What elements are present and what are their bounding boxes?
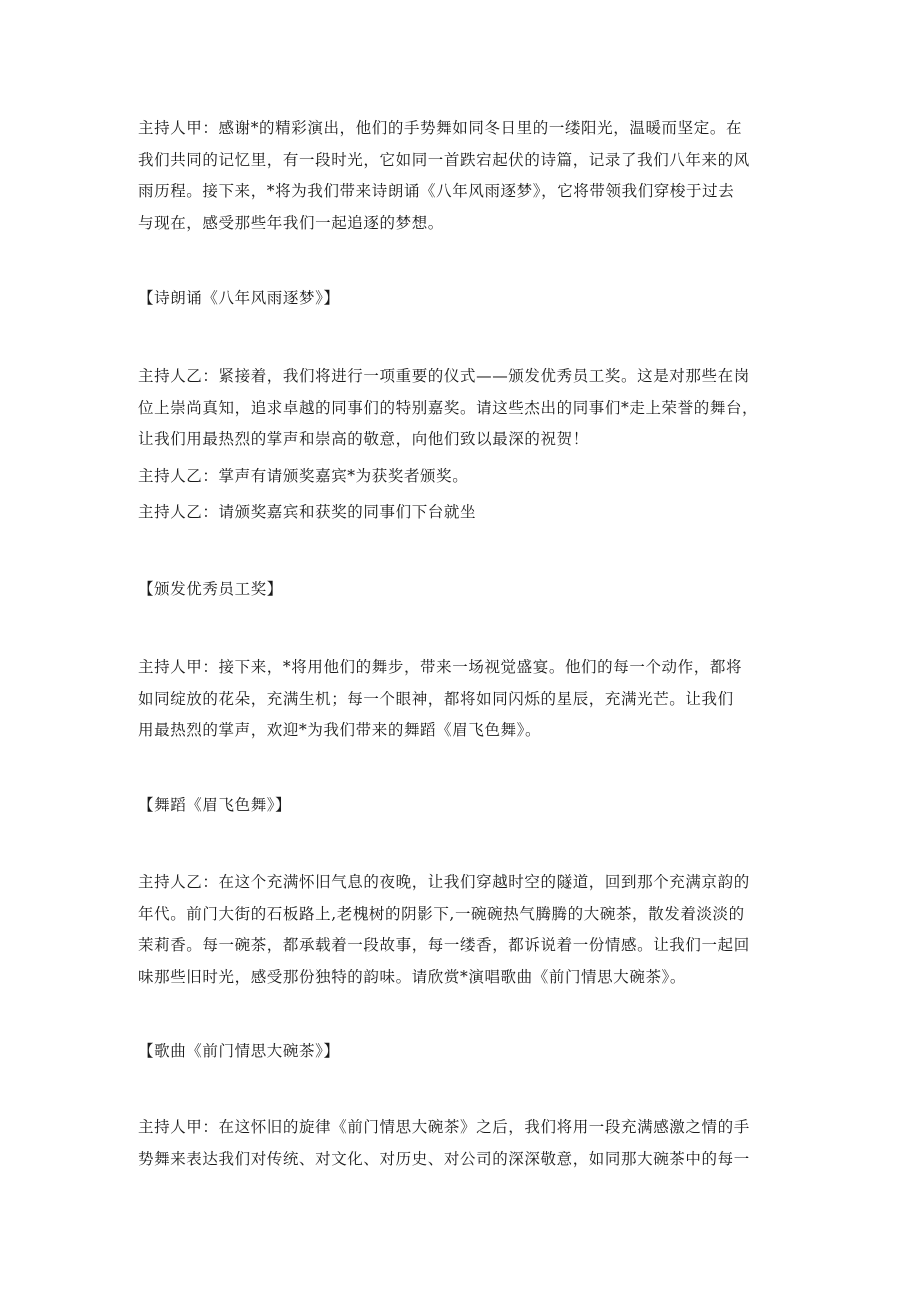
text-line: 雨历程。接下来，*将为我们带来诗朗诵《八年风雨逐梦》，它将带领我们穿梭于过去 bbox=[138, 182, 735, 200]
text-line: 味那些旧时光，感受那份独特的韵味。请欣赏*演唱歌曲《前门情思大碗茶》。 bbox=[138, 967, 687, 986]
text-line: 年代。前门大街的石板路上,老槐树的阴影下,一碗碗热气腾腾的大碗茶，散发着淡淡的 bbox=[138, 904, 745, 923]
host-a-paragraph-gesture-dance bbox=[138, 1112, 788, 1175]
text-line: 让我们用最热烈的掌声和崇高的敬意，向他们致以最深的祝贺！ bbox=[138, 430, 589, 448]
text-line: 与现在，感受那些年我们一起追逐的梦想。 bbox=[138, 213, 444, 232]
program-heading-dance: 【舞蹈《眉飞色舞》】 bbox=[138, 796, 292, 814]
text-line: 我们共同的记忆里，有一段时光，它如同一首跌宕起伏的诗篇，记录了我们八年来的风 bbox=[138, 150, 750, 169]
text-line: 主持人甲：在这怀旧的旋律《前门情思大碗茶》之后，我们将用一段充满感激之情的手 bbox=[138, 1118, 750, 1136]
text-line: 用最热烈的掌声，欢迎*为我们带来的舞蹈《眉飞色舞》。 bbox=[138, 721, 542, 739]
program-heading-poem: 【诗朗诵《八年风雨逐梦》】 bbox=[138, 289, 340, 307]
text-line: 如同绽放的花朵，充满生机；每一个眼神，都将如同闪烁的星辰，充满光芒。让我们 bbox=[138, 689, 734, 708]
program-heading-award: 【颁发优秀员工奖】 bbox=[138, 580, 283, 598]
program-heading-song: 【歌曲《前门情思大碗茶》】 bbox=[138, 1042, 340, 1060]
text-line: 主持人乙：在这个充满怀旧气息的夜晚，让我们穿越时空的隧道，回到那个充满京韵的 bbox=[138, 873, 750, 891]
host-a-paragraph-dance bbox=[138, 652, 788, 747]
text-line: 位上崇尚真知，追求卓越的同事们的特别嘉奖。请这些杰出的同事们*走上荣誉的舞台， bbox=[138, 398, 759, 417]
host-b-paragraph-song bbox=[138, 867, 788, 993]
text-line: 茉莉香。每一碗茶，都承载着一段故事，每一缕香，都诉说着一份情感。让我们一起回 bbox=[138, 936, 750, 954]
text-line: 主持人甲：接下来，*将用他们的舞步，带来一场视觉盛宴。他们的每一个动作，都将 bbox=[138, 658, 743, 676]
host-b-paragraph-award bbox=[138, 361, 788, 529]
text-line: 势舞来表达我们对传统、对文化、对历史、对公司的深深敬意，如同那大碗茶中的每一 bbox=[138, 1149, 750, 1168]
text-line: 主持人甲：感谢*的精彩演出，他们的手势舞如同冬日里的一缕阳光，温暖而坚定。在 bbox=[138, 119, 743, 137]
host-a-paragraph-1 bbox=[138, 113, 788, 239]
text-line: 主持人乙：掌声有请颁奖嘉宾*为获奖者颁奖。 bbox=[138, 466, 469, 485]
text-line: 主持人乙：请颁奖嘉宾和获奖的同事们下台就坐 bbox=[138, 503, 477, 521]
text-line: 主持人乙：紧接着，我们将进行一项重要的仪式——颁发优秀员工奖。这是对那些在岗 bbox=[138, 367, 750, 385]
